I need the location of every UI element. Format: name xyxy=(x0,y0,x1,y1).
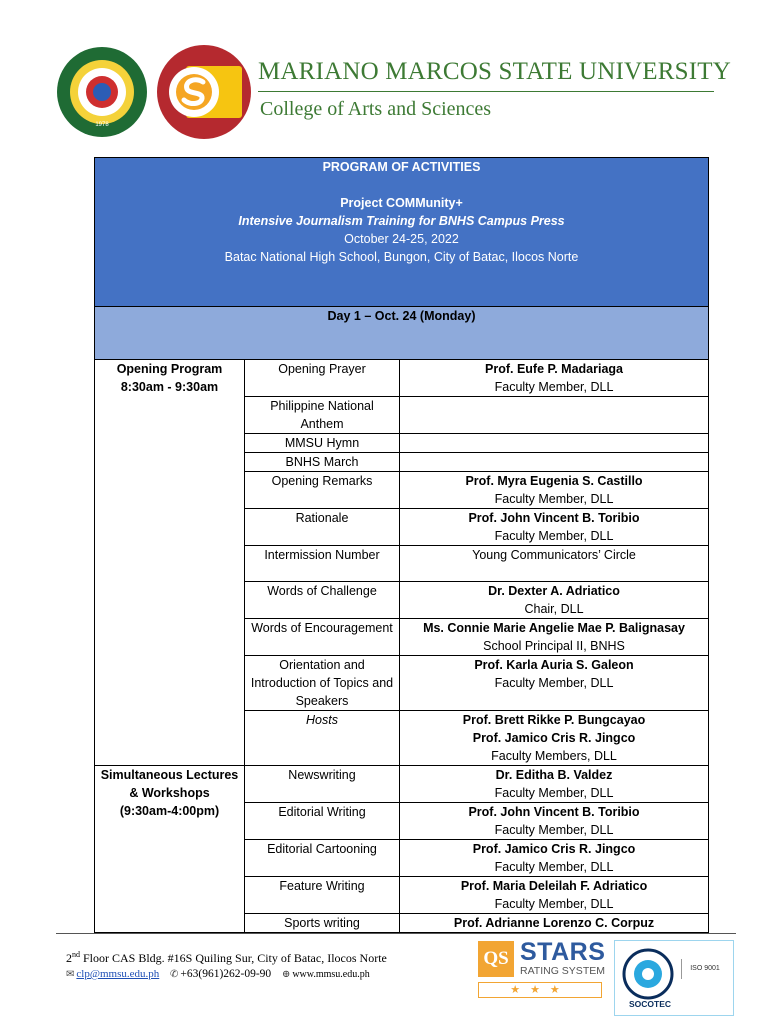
section-label xyxy=(95,766,245,933)
header-divider xyxy=(258,91,714,92)
day-header: Day 1 – Oct. 24 (Monday) xyxy=(95,307,709,360)
event-venue: Batac National High School, Bungon, City of Batac, Ilocos Norte xyxy=(224,250,579,264)
speaker-role: Faculty Member, DLL xyxy=(494,676,614,690)
qs-logo: QS xyxy=(478,941,514,977)
speaker-role: Faculty Member, DLL xyxy=(494,492,614,506)
speaker-role: Faculty Member, DLL xyxy=(494,786,614,800)
university-name: MARIANO MARCOS STATE UNIVERSITY xyxy=(258,58,731,85)
table-row xyxy=(95,360,709,397)
speaker-role: Faculty Member, DLL xyxy=(494,380,614,394)
socotec-label: SOCOTEC xyxy=(628,999,672,1009)
project-name: Project COMMunity+ xyxy=(340,196,463,210)
table-row xyxy=(95,766,709,803)
activity-cell: MMSU Hymn xyxy=(245,434,400,453)
activity-cell: Sports writing xyxy=(245,914,400,933)
speaker-cell xyxy=(400,509,709,546)
speaker-cell xyxy=(400,766,709,803)
activity-cell: Editorial Writing xyxy=(245,803,400,840)
speaker-name: Prof. Maria Deleilah F. Adriatico xyxy=(460,879,648,893)
qs-stars-title: STARS xyxy=(520,938,606,966)
speaker-cell xyxy=(400,619,709,656)
footer-contact xyxy=(66,968,370,980)
speaker-role: Faculty Member, DLL xyxy=(494,823,614,837)
event-dates: October 24-25, 2022 xyxy=(344,232,459,246)
program-heading: PROGRAM OF ACTIVITIES xyxy=(322,160,481,174)
speaker-cell xyxy=(400,803,709,840)
activity-cell: Feature Writing xyxy=(245,877,400,914)
website-link[interactable]: www.mmsu.edu.ph xyxy=(292,969,370,980)
phone-icon: ✆ xyxy=(169,969,179,980)
speaker-role: Faculty Members, DLL xyxy=(491,749,617,763)
speaker-cell xyxy=(400,360,709,397)
section-label xyxy=(95,360,245,766)
speaker-cell xyxy=(400,840,709,877)
program-header xyxy=(95,158,709,307)
globe-icon: ⊕ xyxy=(281,969,291,980)
speaker-role: Faculty Member, DLL xyxy=(494,897,614,911)
speaker-role: Faculty Member, DLL xyxy=(494,529,614,543)
speaker-role: Young Communicators’ Circle xyxy=(472,548,636,562)
qs-stars-badge xyxy=(478,938,606,997)
socotec-certification-badge xyxy=(614,940,734,1016)
speaker-cell xyxy=(400,656,709,711)
speaker-name: Prof. Eufe P. Madariaga xyxy=(485,362,624,376)
speaker-name: Prof. John Vincent B. Toribio xyxy=(468,511,640,525)
activity-cell: Opening Prayer xyxy=(245,360,400,397)
qs-rating-label: RATING SYSTEM xyxy=(520,965,605,977)
speaker-cell xyxy=(400,397,709,434)
email-icon: ✉ xyxy=(66,969,75,980)
speaker-name: Prof. Karla Auria S. Galeon xyxy=(474,658,634,672)
activity-cell: Words of Encouragement xyxy=(245,619,400,656)
speaker-name: Dr. Dexter A. Adriatico xyxy=(488,584,620,598)
speaker-name: Ms. Connie Marie Angelie Mae P. Balignasay xyxy=(423,621,685,635)
activity-cell: Newswriting xyxy=(245,766,400,803)
speaker-cell xyxy=(400,914,709,933)
activity-cell: Intermission Number xyxy=(245,546,400,582)
activity-cell: BNHS March xyxy=(245,453,400,472)
qs-star-rating: ★★★ xyxy=(478,982,602,998)
cas-logo xyxy=(156,44,252,140)
iso-label: ISO 9001 xyxy=(681,959,728,979)
activity-cell: Orientation and Introduction of Topics and Speakers xyxy=(245,656,400,711)
speaker-role: Chair, DLL xyxy=(524,602,584,616)
speaker-name: Prof. Jamico Cris R. Jingco xyxy=(472,731,636,745)
section-title: Opening Program xyxy=(116,362,223,376)
seal-year: 1978 xyxy=(95,122,109,128)
activity-cell: Words of Challenge xyxy=(245,582,400,619)
section-title: Simultaneous Lectures & Workshops xyxy=(100,768,239,800)
activity-cell: Philippine National Anthem xyxy=(245,397,400,434)
speaker-name: Prof. Adrianne Lorenzo C. Corpuz xyxy=(453,916,655,930)
speaker-name: Prof. Brett Rikke P. Bungcayao xyxy=(462,713,646,727)
activity-cell: Rationale xyxy=(245,509,400,546)
activity-cell: Hosts xyxy=(245,711,400,766)
activity-cell: Editorial Cartooning xyxy=(245,840,400,877)
section-time: 8:30am - 9:30am xyxy=(120,380,219,394)
speaker-cell xyxy=(400,546,709,582)
section-time: (9:30am-4:00pm) xyxy=(119,804,220,818)
speaker-cell xyxy=(400,877,709,914)
email-link[interactable]: clp@mmsu.edu.ph xyxy=(76,968,160,980)
certification-ring-icon xyxy=(621,947,675,1001)
mmsu-seal-logo xyxy=(56,46,148,138)
phone-number: +63(961)262-09-90 xyxy=(180,968,272,980)
speaker-name: Dr. Editha B. Valdez xyxy=(495,768,613,782)
activity-cell: Opening Remarks xyxy=(245,472,400,509)
speaker-name: Prof. Jamico Cris R. Jingco xyxy=(472,842,636,856)
speaker-cell xyxy=(400,434,709,453)
program-table xyxy=(94,157,709,933)
speaker-name: Prof. Myra Eugenia S. Castillo xyxy=(465,474,643,488)
footer-address: 2nd Floor CAS Bldg. #16S Quiling Sur, City of Batac, Ilocos Norte xyxy=(66,950,387,965)
speaker-cell xyxy=(400,711,709,766)
speaker-role: School Principal II, BNHS xyxy=(483,639,625,653)
speaker-cell xyxy=(400,582,709,619)
speaker-cell xyxy=(400,472,709,509)
speaker-role: Faculty Member, DLL xyxy=(494,860,614,874)
speaker-name: Prof. John Vincent B. Toribio xyxy=(468,805,640,819)
training-subtitle: Intensive Journalism Training for BNHS Campus Press xyxy=(238,214,565,228)
footer-divider xyxy=(56,933,736,934)
college-name: College of Arts and Sciences xyxy=(260,98,492,120)
speaker-cell xyxy=(400,453,709,472)
